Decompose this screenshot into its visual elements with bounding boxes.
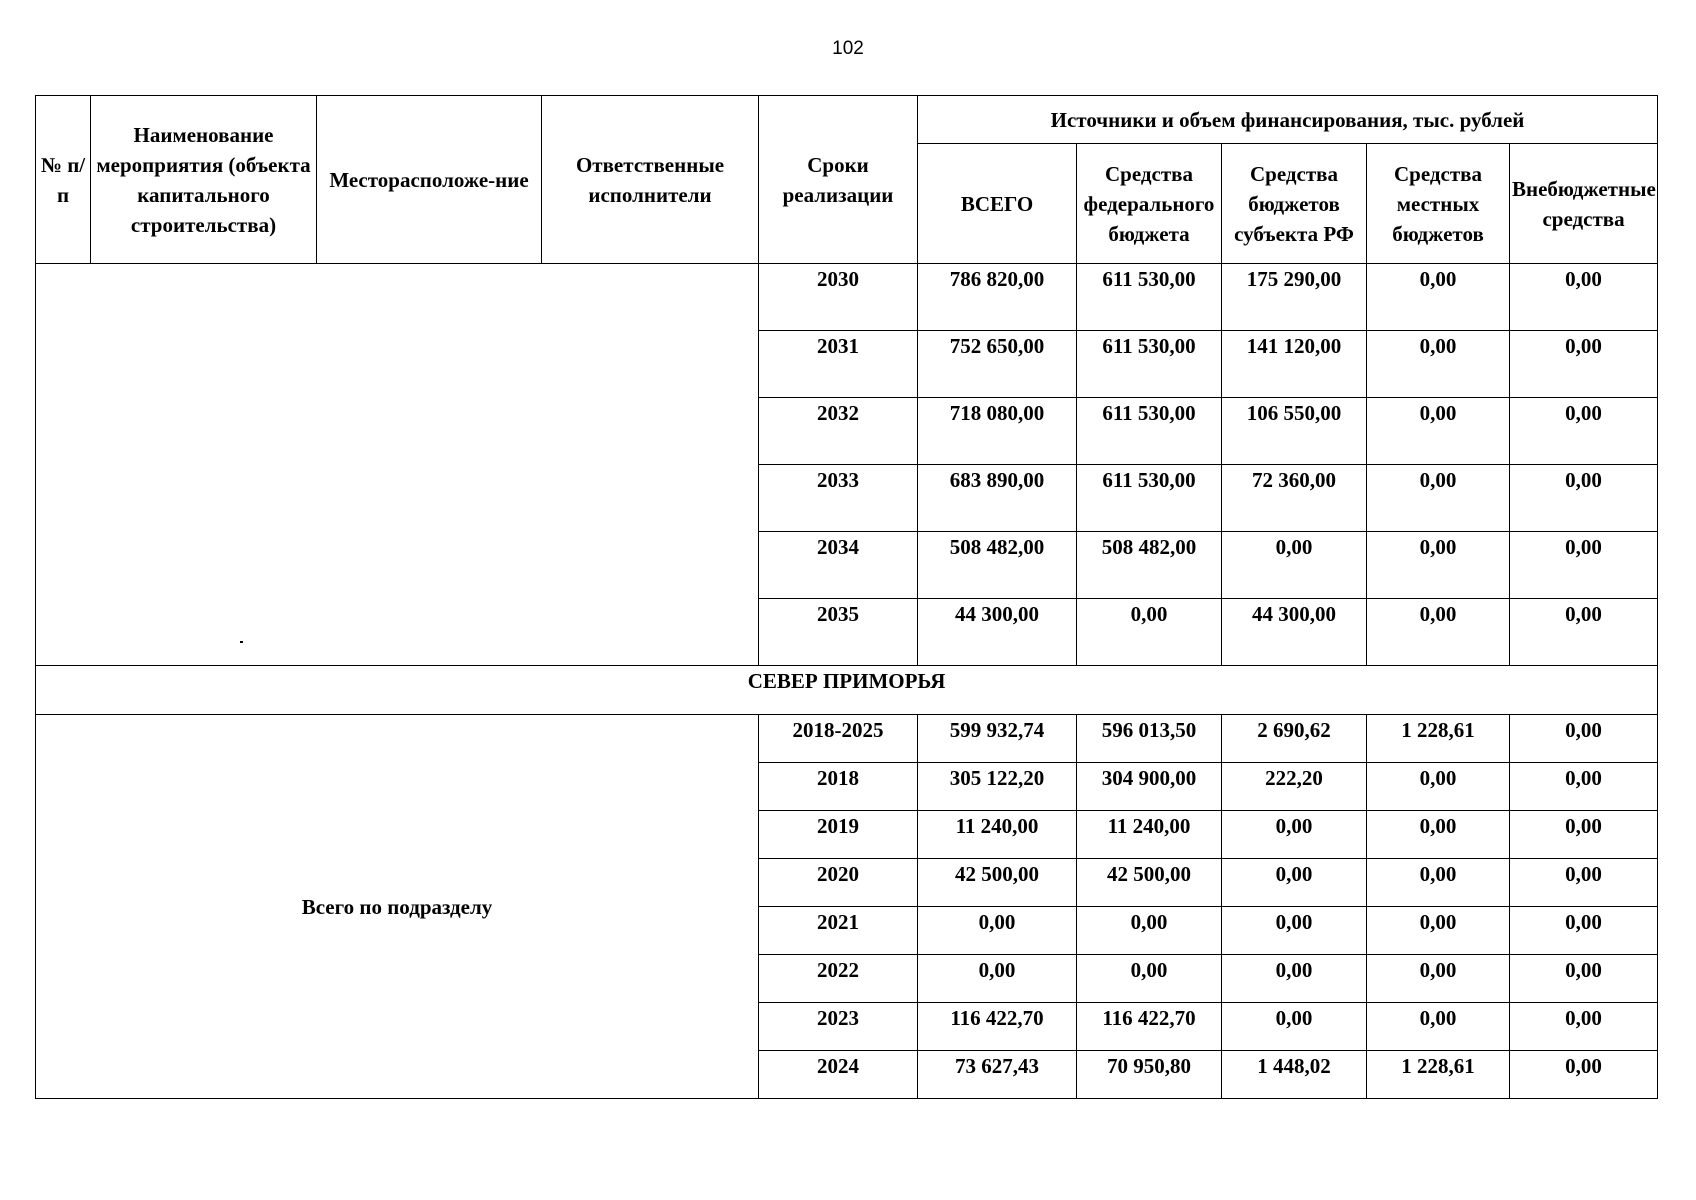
cell-year: 2021 xyxy=(759,907,918,955)
cell-regional: 175 290,00 xyxy=(1222,264,1367,331)
cell-extra: 0,00 xyxy=(1510,907,1658,955)
cell-federal: 596 013,50 xyxy=(1077,715,1222,763)
cell-extra: 0,00 xyxy=(1510,465,1658,532)
cell-local: 0,00 xyxy=(1367,763,1510,811)
cell-total: 752 650,00 xyxy=(918,331,1077,398)
cell-federal: 0,00 xyxy=(1077,955,1222,1003)
header-extra: Внебюджетные средства xyxy=(1510,144,1658,264)
header-name: Наименование мероприятия (объекта капитального строительства) xyxy=(91,96,317,264)
cell-local: 0,00 xyxy=(1367,859,1510,907)
cell-local: 0,00 xyxy=(1367,264,1510,331)
cell-total: 0,00 xyxy=(918,955,1077,1003)
cell-total: 683 890,00 xyxy=(918,465,1077,532)
cell-local: 0,00 xyxy=(1367,599,1510,666)
cell-regional: 0,00 xyxy=(1222,1003,1367,1051)
cell-regional: 0,00 xyxy=(1222,532,1367,599)
cell-year: 2020 xyxy=(759,859,918,907)
table-section xyxy=(36,666,1658,715)
header-location: Месторасположе-ние xyxy=(317,96,542,264)
cell-extra: 0,00 xyxy=(1510,331,1658,398)
header-local: Средства местных бюджетов xyxy=(1367,144,1510,264)
cell-federal: 611 530,00 xyxy=(1077,264,1222,331)
subtotal-label: Всего по подразделу xyxy=(36,715,759,1099)
table-row xyxy=(36,264,1658,331)
cell-total: 508 482,00 xyxy=(918,532,1077,599)
table-body-top xyxy=(36,264,1658,666)
cell-regional: 141 120,00 xyxy=(1222,331,1367,398)
cell-local: 0,00 xyxy=(1367,465,1510,532)
cell-total: 42 500,00 xyxy=(918,859,1077,907)
cell-regional: 0,00 xyxy=(1222,859,1367,907)
cell-extra: 0,00 xyxy=(1510,532,1658,599)
cell-total: 44 300,00 xyxy=(918,599,1077,666)
cell-total: 305 122,20 xyxy=(918,763,1077,811)
header-period: Сроки реализации xyxy=(759,96,918,264)
cell-year: 2035 xyxy=(759,599,918,666)
cell-regional: 0,00 xyxy=(1222,811,1367,859)
cell-local: 0,00 xyxy=(1367,907,1510,955)
cell-local: 0,00 xyxy=(1367,331,1510,398)
merged-empty-cell xyxy=(36,264,759,666)
header-num: № п/п xyxy=(36,96,91,264)
table-body-bottom xyxy=(36,715,1658,1099)
table-row xyxy=(36,715,1658,763)
cell-federal: 11 240,00 xyxy=(1077,811,1222,859)
cell-year: 2018-2025 xyxy=(759,715,918,763)
financing-table xyxy=(35,95,1658,1099)
cell-extra: 0,00 xyxy=(1510,763,1658,811)
cell-extra: 0,00 xyxy=(1510,1051,1658,1099)
cell-extra: 0,00 xyxy=(1510,715,1658,763)
cell-year: 2023 xyxy=(759,1003,918,1051)
header-regional: Средства бюджетов субъекта РФ xyxy=(1222,144,1367,264)
cell-extra: 0,00 xyxy=(1510,859,1658,907)
cell-total: 786 820,00 xyxy=(918,264,1077,331)
header-total: ВСЕГО xyxy=(918,144,1077,264)
cell-extra: 0,00 xyxy=(1510,599,1658,666)
cell-extra: 0,00 xyxy=(1510,811,1658,859)
cell-local: 0,00 xyxy=(1367,1003,1510,1051)
cell-local: 0,00 xyxy=(1367,398,1510,465)
cell-year: 2019 xyxy=(759,811,918,859)
cell-local: 0,00 xyxy=(1367,532,1510,599)
cell-total: 0,00 xyxy=(918,907,1077,955)
cell-federal: 0,00 xyxy=(1077,907,1222,955)
cell-year: 2033 xyxy=(759,465,918,532)
scan-speck xyxy=(240,641,243,643)
cell-year: 2022 xyxy=(759,955,918,1003)
cell-federal: 0,00 xyxy=(1077,599,1222,666)
cell-local: 0,00 xyxy=(1367,955,1510,1003)
cell-federal: 508 482,00 xyxy=(1077,532,1222,599)
cell-regional: 106 550,00 xyxy=(1222,398,1367,465)
cell-federal: 304 900,00 xyxy=(1077,763,1222,811)
cell-federal: 42 500,00 xyxy=(1077,859,1222,907)
cell-local: 1 228,61 xyxy=(1367,1051,1510,1099)
cell-regional: 0,00 xyxy=(1222,955,1367,1003)
cell-regional: 1 448,02 xyxy=(1222,1051,1367,1099)
cell-total: 116 422,70 xyxy=(918,1003,1077,1051)
section-row xyxy=(36,666,1658,715)
cell-year: 2030 xyxy=(759,264,918,331)
cell-year: 2024 xyxy=(759,1051,918,1099)
cell-year: 2032 xyxy=(759,398,918,465)
header-federal: Средства федерального бюджета xyxy=(1077,144,1222,264)
cell-regional: 0,00 xyxy=(1222,907,1367,955)
section-title: СЕВЕР ПРИМОРЬЯ xyxy=(36,666,1658,715)
cell-year: 2031 xyxy=(759,331,918,398)
cell-extra: 0,00 xyxy=(1510,955,1658,1003)
header-financing: Источники и объем финансирования, тыс. рублей xyxy=(918,96,1658,144)
cell-federal: 611 530,00 xyxy=(1077,465,1222,532)
cell-federal: 116 422,70 xyxy=(1077,1003,1222,1051)
cell-regional: 2 690,62 xyxy=(1222,715,1367,763)
cell-year: 2018 xyxy=(759,763,918,811)
cell-total: 11 240,00 xyxy=(918,811,1077,859)
cell-extra: 0,00 xyxy=(1510,1003,1658,1051)
cell-extra: 0,00 xyxy=(1510,398,1658,465)
cell-extra: 0,00 xyxy=(1510,264,1658,331)
cell-local: 0,00 xyxy=(1367,811,1510,859)
cell-regional: 222,20 xyxy=(1222,763,1367,811)
cell-regional: 44 300,00 xyxy=(1222,599,1367,666)
cell-federal: 611 530,00 xyxy=(1077,331,1222,398)
cell-total: 73 627,43 xyxy=(918,1051,1077,1099)
cell-year: 2034 xyxy=(759,532,918,599)
header-executors: Ответственные исполнители xyxy=(542,96,759,264)
cell-local: 1 228,61 xyxy=(1367,715,1510,763)
cell-federal: 70 950,80 xyxy=(1077,1051,1222,1099)
cell-total: 599 932,74 xyxy=(918,715,1077,763)
cell-total: 718 080,00 xyxy=(918,398,1077,465)
cell-federal: 611 530,00 xyxy=(1077,398,1222,465)
cell-regional: 72 360,00 xyxy=(1222,465,1367,532)
page-number: 102 xyxy=(832,38,864,59)
